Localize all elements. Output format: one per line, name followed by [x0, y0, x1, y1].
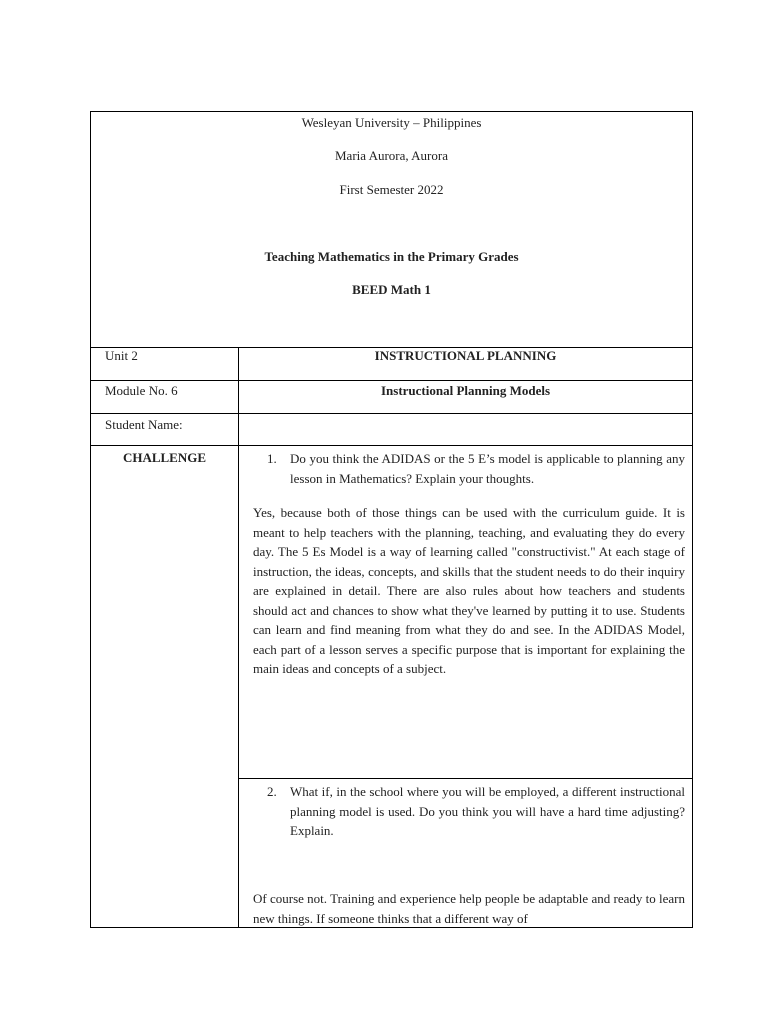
row-divider — [91, 445, 692, 446]
author-name: Maria Aurora, Aurora — [335, 148, 448, 163]
unit-label: Unit 2 — [105, 348, 138, 363]
column-divider — [238, 347, 239, 928]
university-name: Wesleyan University – Philippines — [301, 115, 482, 130]
course-code: BEED Math 1 — [352, 282, 431, 297]
challenge-label: CHALLENGE — [122, 450, 207, 465]
student-name-label: Student Name: — [105, 417, 183, 432]
course-title: Teaching Mathematics in the Primary Grades — [264, 249, 519, 264]
answer-1-text: Yes, because both of those things can be used with the curriculum guide. It is meant to help teachers with the planning, teaching, and evaluating they do every day. The 5 Es Model is a way of learning called "constructivist." At each stage of instruction, the ideas, concepts, and skills that the student needs to do their inquiry are explained in detail. There are also rules about how teachers and students should act and chances to show what they've learned by putting it to use. Students can learn and find meaning from what they do and see. In the ADIDAS Model, each part of a lesson serves a specific purpose that is important for explaining the main ideas and concepts of a subject. — [253, 505, 685, 676]
module-table — [90, 111, 693, 928]
question-2-text: What if, in the school where you will be employed, a different instructional planning model is used. Do you think you will have a hard time adjusting? Explain. — [290, 784, 685, 838]
question-1-text: Do you think the ADIDAS or the 5 E’s model is applicable to planning any lesson in Mathematics? Explain your thoughts. — [290, 451, 685, 486]
module-label: Module No. 6 — [105, 383, 178, 398]
question-1-number: 1. — [267, 451, 277, 466]
document-header — [91, 112, 692, 347]
unit-value: INSTRUCTIONAL PLANNING — [374, 348, 557, 363]
module-value: Instructional Planning Models — [380, 383, 551, 398]
row-divider — [91, 380, 692, 381]
row-divider — [91, 413, 692, 414]
semester: First Semester 2022 — [339, 182, 444, 197]
question-divider — [239, 778, 692, 779]
question-2-number: 2. — [267, 784, 277, 799]
answer-2-text: Of course not. Training and experience help people be adaptable and ready to learn new things. If someone thinks that a different way of — [253, 891, 685, 926]
